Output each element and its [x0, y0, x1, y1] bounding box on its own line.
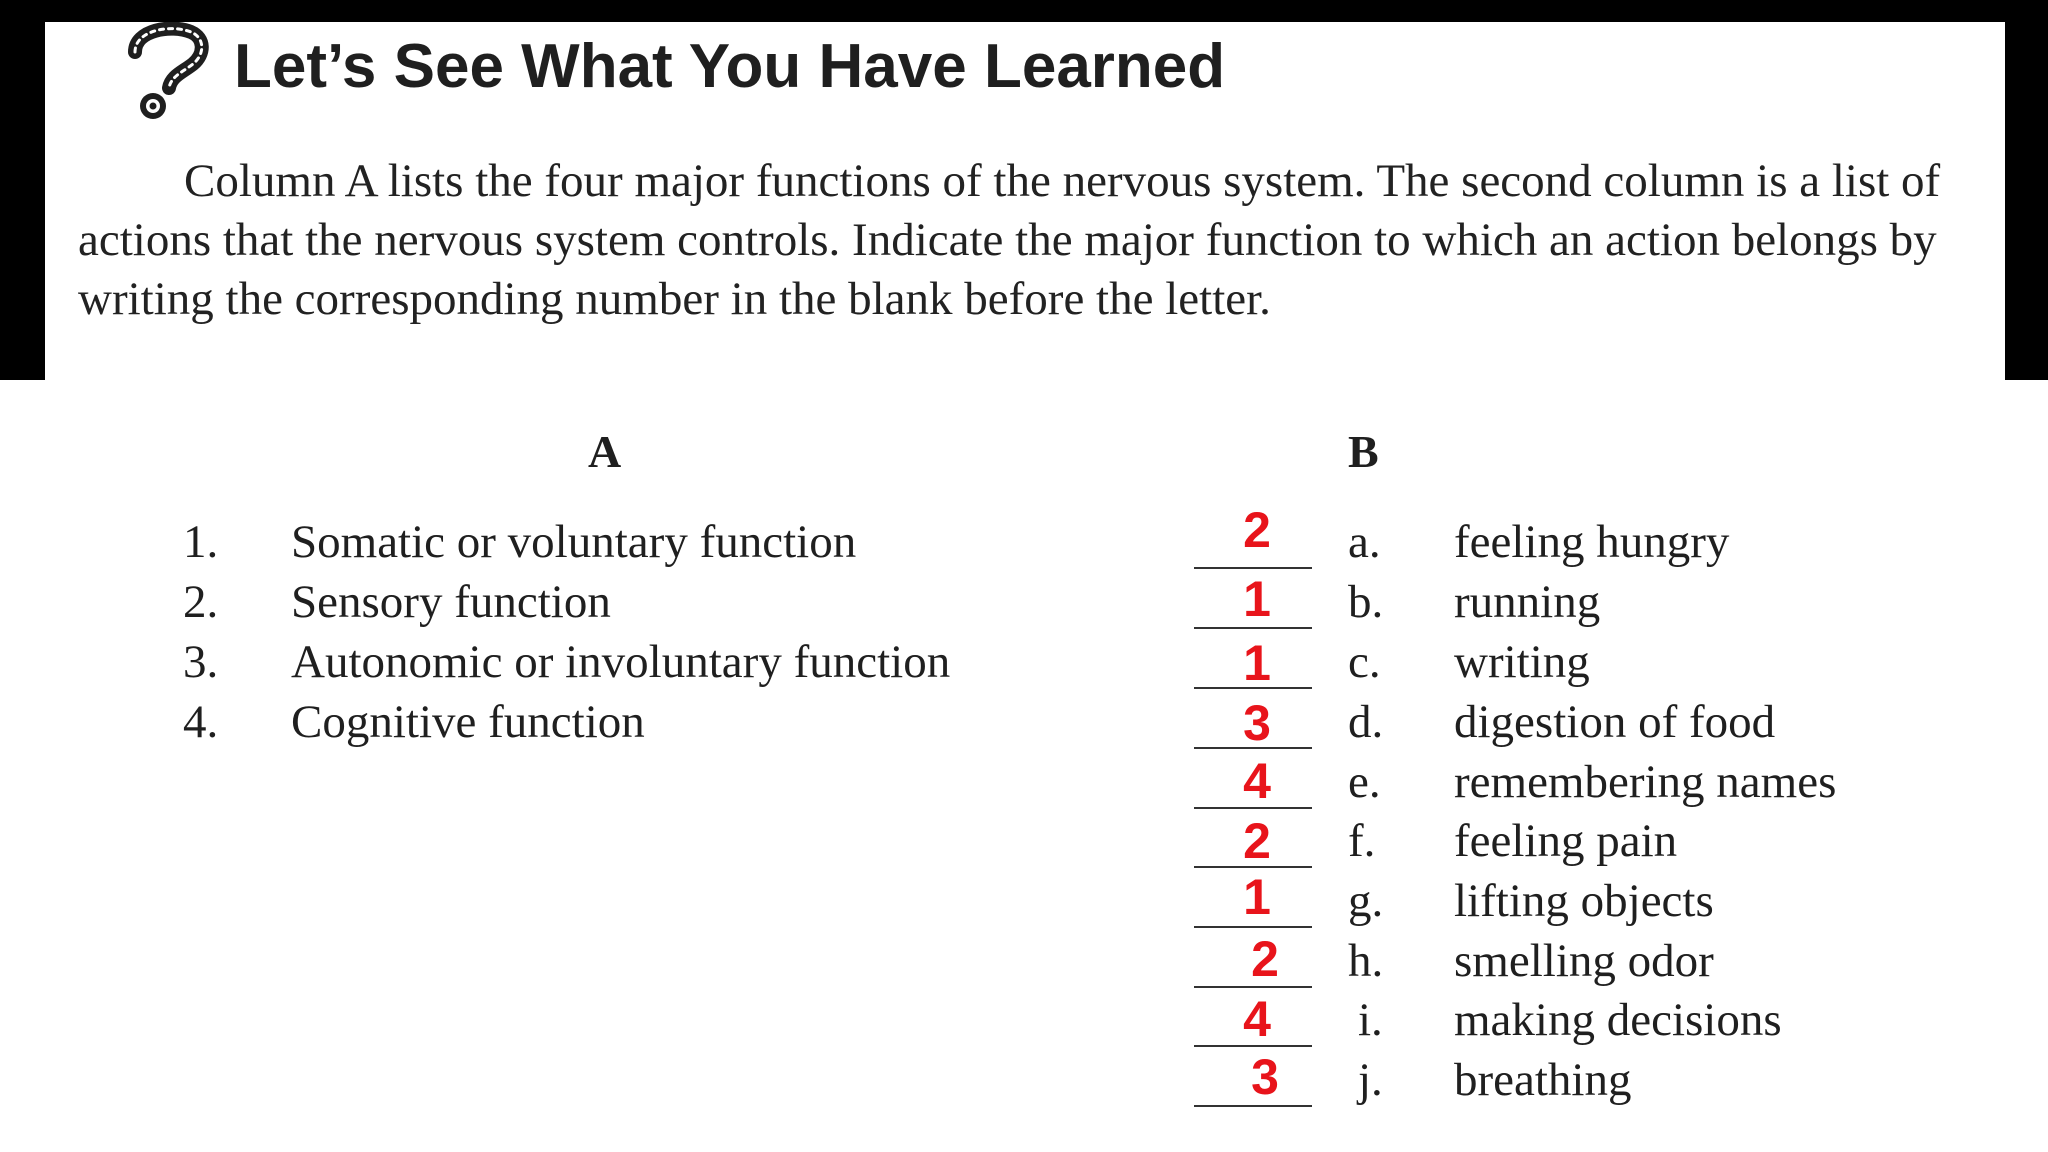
- action-letter: h.: [1348, 935, 1384, 987]
- action-text: breathing: [1454, 1054, 1632, 1106]
- action-letter: b.: [1348, 576, 1384, 628]
- action-letter: a.: [1348, 516, 1381, 568]
- action-text: smelling odor: [1454, 935, 1714, 987]
- answer-value-e: 4: [1243, 753, 1271, 809]
- question-mark-icon: [113, 22, 213, 122]
- action-text: remembering names: [1454, 756, 1837, 808]
- action-text: lifting objects: [1454, 875, 1714, 927]
- action-letter: j.: [1358, 1054, 1383, 1106]
- action-text: running: [1454, 576, 1601, 628]
- instructions-paragraph: Column A lists the four major functions of the nervous system. The second column is a list of actions that the nervous system controls. Indicate the major function to which an action belongs by writing the corresponding number in the blank before the letter.: [78, 155, 1941, 325]
- answer-value-j: 3: [1251, 1049, 1279, 1105]
- answer-blank-g[interactable]: [1194, 926, 1312, 928]
- action-text: digestion of food: [1454, 696, 1776, 748]
- function-text: Sensory function: [291, 576, 611, 628]
- column-a-heading: A: [588, 426, 622, 477]
- action-letter: f.: [1348, 815, 1376, 867]
- answer-value-d: 3: [1243, 695, 1271, 751]
- function-number: 3.: [183, 636, 219, 688]
- action-letter: e.: [1348, 756, 1381, 808]
- answer-value-i: 4: [1243, 991, 1271, 1047]
- answer-value-b: 1: [1243, 571, 1271, 627]
- function-number: 1.: [183, 516, 219, 568]
- function-number: 2.: [183, 576, 219, 628]
- answer-value-a: 2: [1243, 502, 1271, 558]
- action-text: writing: [1454, 636, 1590, 688]
- answer-blank-a[interactable]: [1194, 567, 1312, 569]
- answer-value-c: 1: [1243, 635, 1271, 691]
- function-text: Autonomic or involuntary function: [291, 636, 951, 688]
- answer-value-f: 2: [1243, 813, 1271, 869]
- action-letter: c.: [1348, 636, 1381, 688]
- page-title: Let’s See What You Have Learned: [234, 32, 1226, 101]
- action-letter: g.: [1348, 875, 1384, 927]
- function-number: 4.: [183, 696, 219, 748]
- answer-value-h: 2: [1251, 931, 1279, 987]
- action-text: making decisions: [1454, 994, 1782, 1046]
- action-letter: d.: [1348, 696, 1384, 748]
- action-text: feeling pain: [1454, 815, 1678, 867]
- action-letter: i.: [1358, 994, 1383, 1046]
- answer-value-g: 1: [1243, 869, 1271, 925]
- action-text: feeling hungry: [1454, 516, 1730, 568]
- column-b-heading: B: [1348, 426, 1379, 477]
- function-text: Somatic or voluntary function: [291, 516, 857, 568]
- function-text: Cognitive function: [291, 696, 645, 748]
